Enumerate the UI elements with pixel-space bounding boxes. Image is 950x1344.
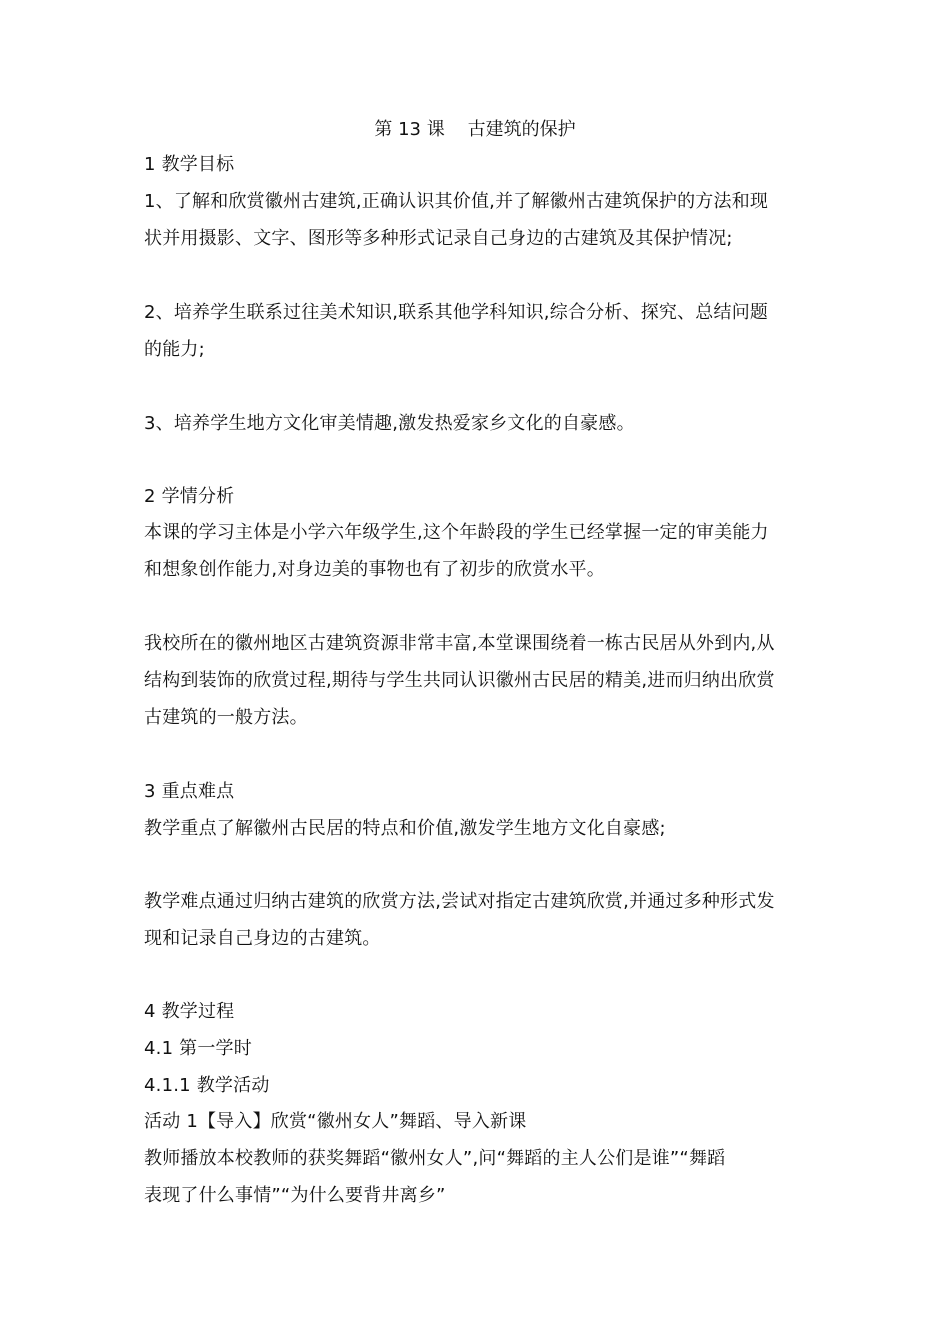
- section-heading-process: 4 教学过程: [144, 1001, 235, 1022]
- paragraph-line: 本课的学习主体是小学六年级学生,这个年龄段的学生已经掌握一定的审美能力: [144, 522, 769, 543]
- paragraph-line: 古建筑的一般方法。: [144, 707, 308, 728]
- paragraph-line: 教师播放本校教师的获奖舞蹈“徽州女人”,问“舞蹈的主人公们是谁”“舞蹈: [144, 1148, 726, 1169]
- paragraph-line: 1、了解和欣赏徽州古建筑,正确认识其价值,并了解徽州古建筑保护的方法和现: [144, 191, 769, 212]
- activity-heading: 活动 1【导入】欣赏“徽州女人”舞蹈、导入新课: [144, 1111, 527, 1132]
- paragraph-line: 状并用摄影、文字、图形等多种形式记录自己身边的古建筑及其保护情况;: [144, 228, 733, 249]
- paragraph-line: 教学重点了解徽州古民居的特点和价值,激发学生地方文化自豪感;: [144, 818, 666, 839]
- paragraph-line: 的能力;: [144, 339, 205, 360]
- paragraph-line: 3、培养学生地方文化审美情趣,激发热爱家乡文化的自豪感。: [144, 413, 635, 434]
- paragraph-line: 表现了什么事情”“为什么要背井离乡”: [144, 1185, 446, 1206]
- section-heading-analysis: 2 学情分析: [144, 486, 235, 507]
- paragraph-line: 2、培养学生联系过往美术知识,联系其他学科知识,综合分析、探究、总结问题: [144, 302, 769, 323]
- paragraph-line: 和想象创作能力,对身边美的事物也有了初步的欣赏水平。: [144, 559, 605, 580]
- section-heading-objectives: 1 教学目标: [144, 154, 235, 175]
- paragraph-line: 结构到装饰的欣赏过程,期待与学生共同认识徽州古民居的精美,进而归纳出欣赏: [144, 670, 775, 691]
- page-title: 第 13 课 古建筑的保护: [374, 119, 576, 140]
- subsection-heading: 4.1 第一学时: [144, 1038, 252, 1059]
- section-heading-key-points: 3 重点难点: [144, 781, 235, 802]
- paragraph-line: 现和记录自己身边的古建筑。: [144, 928, 381, 949]
- paragraph-line: 教学难点通过归纳古建筑的欣赏方法,尝试对指定古建筑欣赏,并通过多种形式发: [144, 891, 775, 912]
- paragraph-line: 我校所在的徽州地区古建筑资源非常丰富,本堂课围绕着一栋古民居从外到内,从: [144, 633, 775, 654]
- subsection-heading: 4.1.1 教学活动: [144, 1075, 270, 1096]
